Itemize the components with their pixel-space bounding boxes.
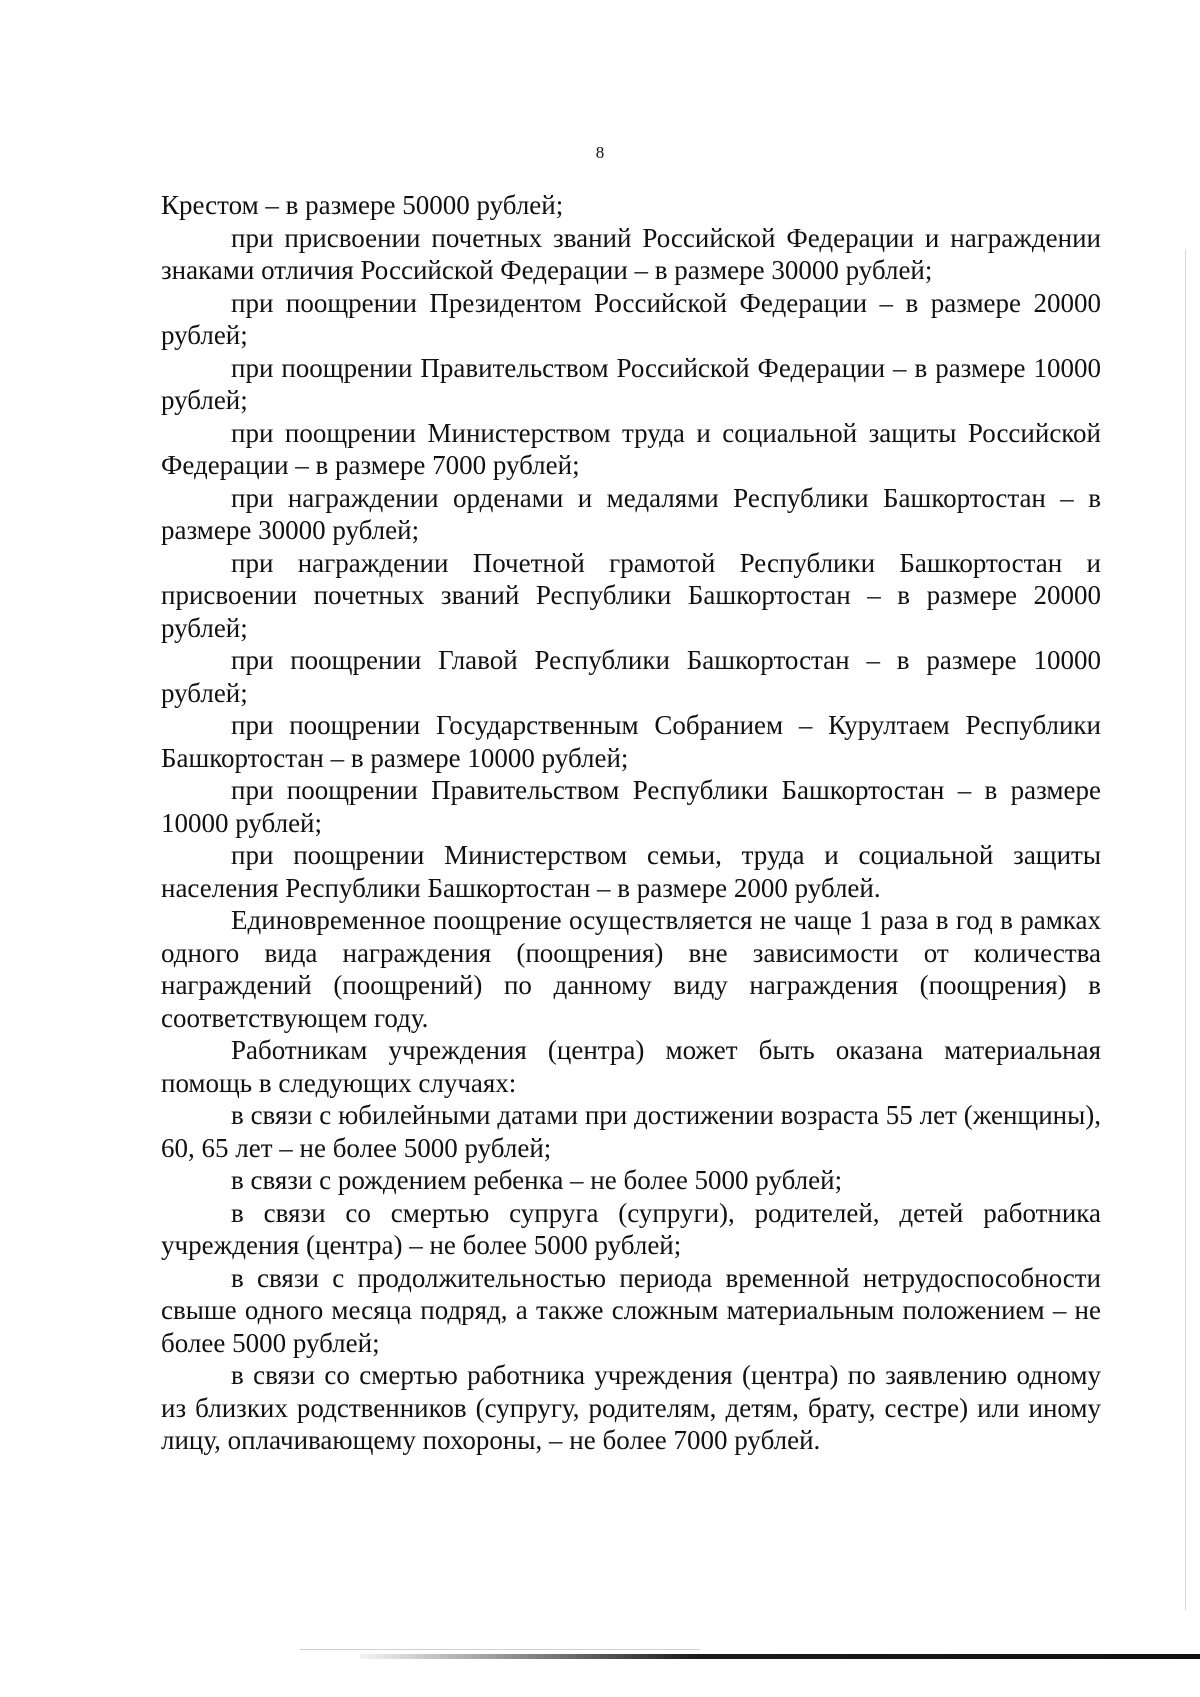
paragraph: при поощрении Государственным Собранием – Курултаем Республики Башкортостан – в размере 10000 рублей; bbox=[161, 710, 1101, 773]
paragraph: в связи со смертью работника учреждения (центра) по заявлению одному из близких родственников (супругу, родителям, детям, брату, сестре) или иному лицу, оплачивающему похороны, – не более 7000 рублей. bbox=[161, 1360, 1101, 1455]
paragraph: при награждении Почетной грамотой Республики Башкортостан и присвоении почетных званий Республики Башкортостан – в размере 20000 рублей; bbox=[161, 547, 1101, 643]
paragraph: в связи с продолжительностью периода временной нетрудоспособности свыше одного месяца подряд, а также сложным материальным положением – не более 5000 рублей; bbox=[161, 1262, 1101, 1358]
paragraph-continuation: Крестом – в размере 50000 рублей; bbox=[161, 190, 564, 220]
paragraph: в связи со смертью супруга (супруги), родителей, детей работника учреждения (центра) – не более 5000 рублей; bbox=[161, 1197, 1101, 1260]
paragraph: в связи с юбилейными датами при достижении возраста 55 лет (женщины), 60, 65 лет – не более 5000 рублей; bbox=[161, 1100, 1101, 1163]
paragraph: при присвоении почетных званий Российской Федерации и награждении знаками отличия Российской Федерации – в размере 30000 рублей; bbox=[161, 222, 1101, 285]
paragraph: при награждении орденами и медалями Республики Башкортостан – в размере 30000 рублей; bbox=[161, 482, 1101, 545]
paragraph: Единовременное поощрение осуществляется не чаще 1 раза в год в рамках одного вида награждения (поощрения) вне зависимости от количества награждений (поощрений) по данному виду награждения (поощрения) в соответствующем году. bbox=[161, 905, 1101, 1033]
scan-bottom-edge bbox=[360, 1654, 1200, 1659]
paragraph: Работникам учреждения (центра) может быть оказана материальная помощь в следующих случаях: bbox=[161, 1035, 1101, 1098]
paragraph: при поощрении Министерством труда и социальной защиты Российской Федерации – в размере 7000 рублей; bbox=[161, 417, 1101, 480]
paragraph: при поощрении Министерством семьи, труда и социальной защиты населения Республики Башкортостан – в размере 2000 рублей. bbox=[161, 840, 1101, 903]
paragraph: в связи с рождением ребенка – не более 5000 рублей; bbox=[231, 1165, 843, 1195]
scan-artifact-line bbox=[300, 1649, 700, 1650]
document-body bbox=[161, 189, 1101, 1457]
paragraph: при поощрении Правительством Российской Федерации – в размере 10000 рублей; bbox=[161, 352, 1101, 415]
page-number: 8 bbox=[595, 143, 605, 162]
paragraph: при поощрении Главой Республики Башкортостан – в размере 10000 рублей; bbox=[161, 645, 1101, 708]
paragraph: при поощрении Правительством Республики Башкортостан – в размере 10000 рублей; bbox=[161, 775, 1101, 838]
paragraph: при поощрении Президентом Российской Федерации – в размере 20000 рублей; bbox=[161, 287, 1101, 350]
scan-edge-line bbox=[1185, 250, 1186, 1610]
